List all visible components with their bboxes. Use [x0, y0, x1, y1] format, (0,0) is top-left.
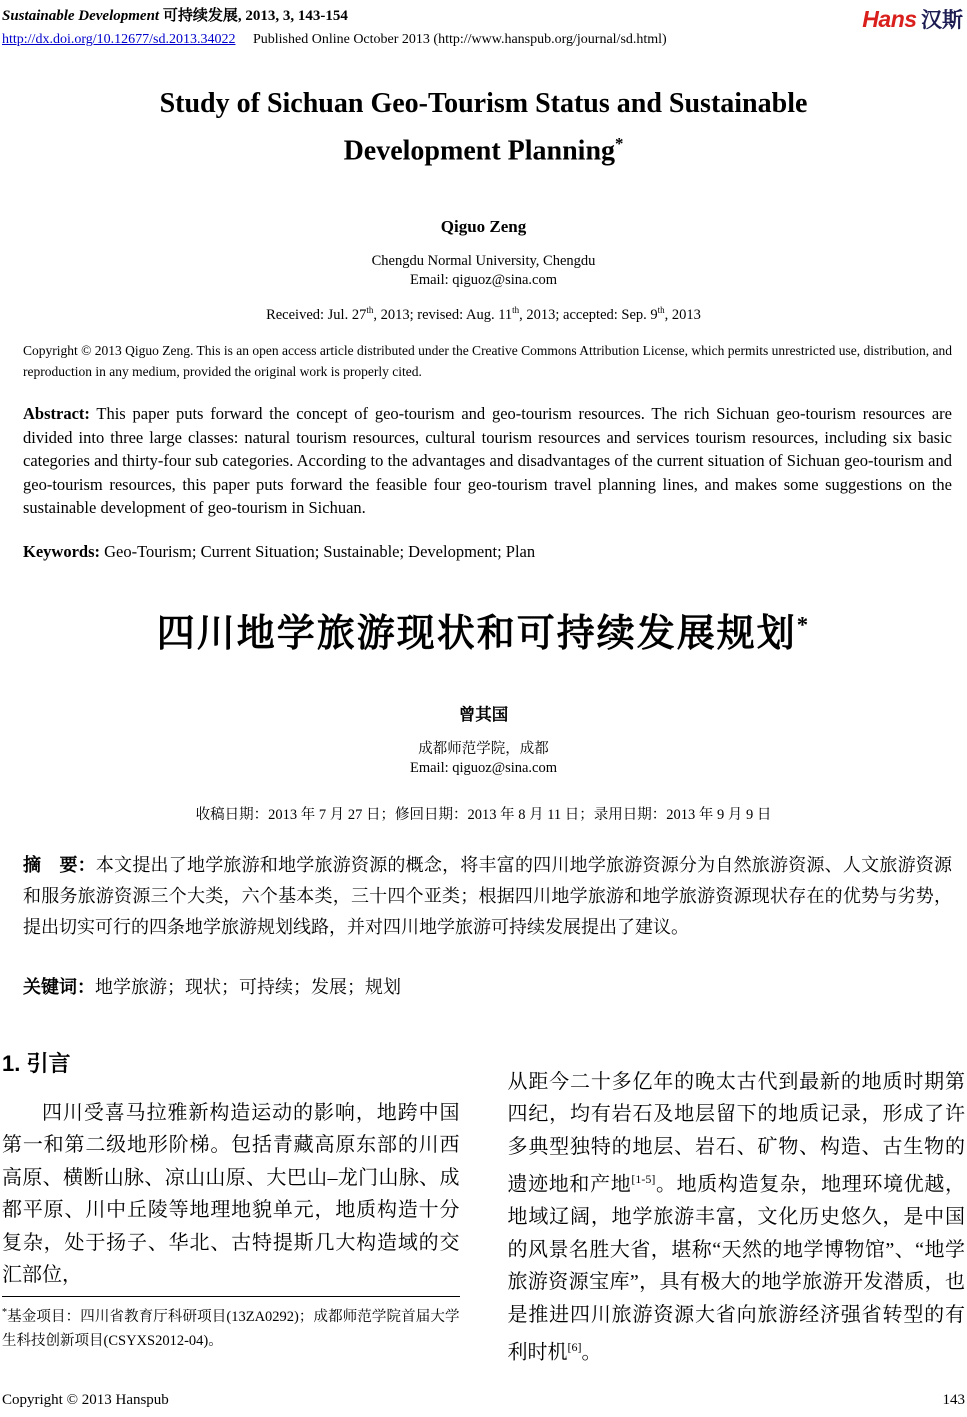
page-number: 143: [942, 1392, 965, 1408]
citation-ref-1-5: [1-5]: [631, 1172, 656, 1187]
received-part: , 2013; accepted: Sep. 9: [519, 307, 658, 324]
keywords-chinese: [23, 973, 952, 999]
introduction-paragraph-right: [508, 1066, 966, 1370]
author-email-chinese: Email: qiguoz@sina.com: [409, 759, 558, 776]
right-column: [508, 1047, 966, 1370]
article-title-english: [2, 84, 965, 171]
footnote-text: 基金项目：四川省教育厅科研项目(13ZA0292)；成都师范学院首届大学生科技创新项目(CSYXS2012-04)。: [2, 1308, 460, 1350]
title-english-line2: Development Planning: [343, 135, 616, 167]
doi-link[interactable]: http://dx.doi.org/10.12677/sd.2013.34022: [2, 32, 236, 47]
received-part: , 2013; revised: Aug. 11: [373, 307, 513, 324]
hanspub-logo: [862, 4, 963, 34]
citation-ref-6: [6]: [567, 1340, 582, 1355]
ordinal-suffix: th: [657, 305, 665, 316]
affiliation-english-block: [2, 252, 965, 290]
affiliation-chinese-block: [2, 740, 965, 778]
published-online-info: Published Online October 2013 (http://www.hanspub.org/journal/sd.html): [252, 32, 667, 47]
article-title-chinese: [2, 602, 965, 657]
abstract-chinese: [23, 850, 952, 943]
abstract-english: [23, 402, 952, 520]
title-footnote-marker: *: [615, 134, 624, 153]
received-part: Received: Jul. 27: [266, 307, 367, 324]
abstract-text: This paper puts forward the concept of geo-tourism and geo-tourism resources. The rich Sichuan geo-tourism resources are divided into three large classes: natural tourism resources, cultural tourism resources and services tourism resources, including six basic categories and thirty-four sub categories. According to the advantages and disadvantages of the current situation of Sichuan geo-tourism and geo-tourism resources, this paper puts forward the feasible four geo-tourism travel planning lines, and makes some suggestions on the sustainable development of geo-tourism in Sichuan.: [23, 404, 952, 518]
received-dates-english: [2, 305, 965, 324]
hans-logo-chinese-text: 汉斯: [921, 9, 963, 32]
introduction-paragraph-left: 四川受喜马拉雅新构造运动的影响，地跨中国第一和第二级地形阶梯。包括青藏高原东部的川西高原、横断山脉、凉山山原、大巴山–龙门山脉、成都平原、川中丘陵等地理地貌单元，地质构造十分复杂，处于扬子、华北、古特提斯几大构造域的交汇部位，: [2, 1101, 460, 1287]
keywords-chinese-label: 关键词：: [23, 976, 95, 997]
keywords-chinese-text: 地学旅游；现状；可持续；发展；规划: [95, 976, 401, 997]
abstract-label: Abstract:: [23, 404, 90, 424]
paragraph-text: 。地质构造复杂，地理环境优越，地域辽阔，地学旅游丰富，文化历史悠久，是中国的风景名胜大省，堪称“天然的地学博物馆”、“地学旅游资源宝库”，具有极大的地学旅游开发潜质，也是推进四川旅游资源大省向旅游经济强省转型的有利时机: [507, 1173, 966, 1364]
affiliation-english: Chengdu Normal University, Chengdu: [371, 253, 596, 270]
ordinal-suffix: th: [512, 305, 520, 316]
two-column-body: [2, 1047, 965, 1370]
journal-citation-line: [2, 4, 965, 25]
journal-header: [2, 4, 965, 48]
abstract-chinese-label: 摘 要：: [23, 854, 96, 875]
paragraph-text: 。: [581, 1341, 602, 1364]
funding-footnote: [2, 1300, 460, 1355]
footnote-marker: *: [2, 1306, 8, 1318]
author-email-english: Email: qiguoz@sina.com: [409, 272, 558, 289]
affiliation-chinese: 成都师范学院，成都: [418, 740, 549, 757]
journal-issue-info: 可持续发展, 2013, 3, 143-154: [159, 8, 348, 24]
page-footer: [2, 1392, 965, 1409]
left-column: [2, 1047, 460, 1370]
footer-copyright: Copyright © 2013 Hanspub: [2, 1392, 169, 1408]
journal-title: Sustainable Development: [2, 8, 160, 24]
author-name-english: Qiguo Zeng: [440, 217, 527, 237]
keywords-label: Keywords:: [23, 541, 100, 561]
copyright-notice: Copyright © 2013 Qiguo Zeng. This is an open access article distributed under the Creative Commons Attribution License, which permits unrestricted use, distribution, and reproduction in any medium, provided the original work is properly cited.: [23, 343, 952, 380]
keywords-english: [23, 542, 952, 562]
title-chinese-footnote-marker: *: [796, 612, 811, 637]
doi-line: [2, 32, 965, 48]
hans-logo-text: Hans: [862, 6, 917, 32]
ordinal-suffix: th: [366, 305, 374, 316]
paragraph-text: 从距今二十多亿年的晚太古代到最新的地质时期第四纪，均有岩石及地层留下的地质记录，形成了许多典型独特的地层、岩石、矿物、构造、古生物的遗迹地和产地: [507, 1070, 965, 1196]
received-dates-chinese: 收稿日期：2013 年 7 月 27 日；修回日期：2013 年 8 月 11 日；录用日期：2013 年 9 月 9 日: [195, 806, 772, 823]
keywords-text: Geo-Tourism; Current Situation; Sustainable; Development; Plan: [100, 541, 536, 561]
author-name-chinese: 曾其国: [458, 704, 509, 724]
received-part: , 2013: [664, 307, 701, 324]
footnote-divider: [2, 1296, 460, 1297]
abstract-chinese-text: 本文提出了地学旅游和地学旅游资源的概念，将丰富的四川地学旅游资源分为自然旅游资源、人文旅游资源和服务旅游资源三个大类，六个基本类，三十四个亚类；根据四川地学旅游和地学旅游资源现状存在的优势与劣势，提出切实可行的四条地学旅游规划线路，并对四川地学旅游可持续发展提出了建议。: [23, 854, 953, 937]
section-1-heading: 1. 引言: [2, 1050, 71, 1076]
title-english-line1: Study of Sichuan Geo-Tourism Status and Sustainable: [159, 88, 808, 119]
title-chinese-text: 四川地学旅游现状和可持续发展规划: [156, 612, 797, 655]
